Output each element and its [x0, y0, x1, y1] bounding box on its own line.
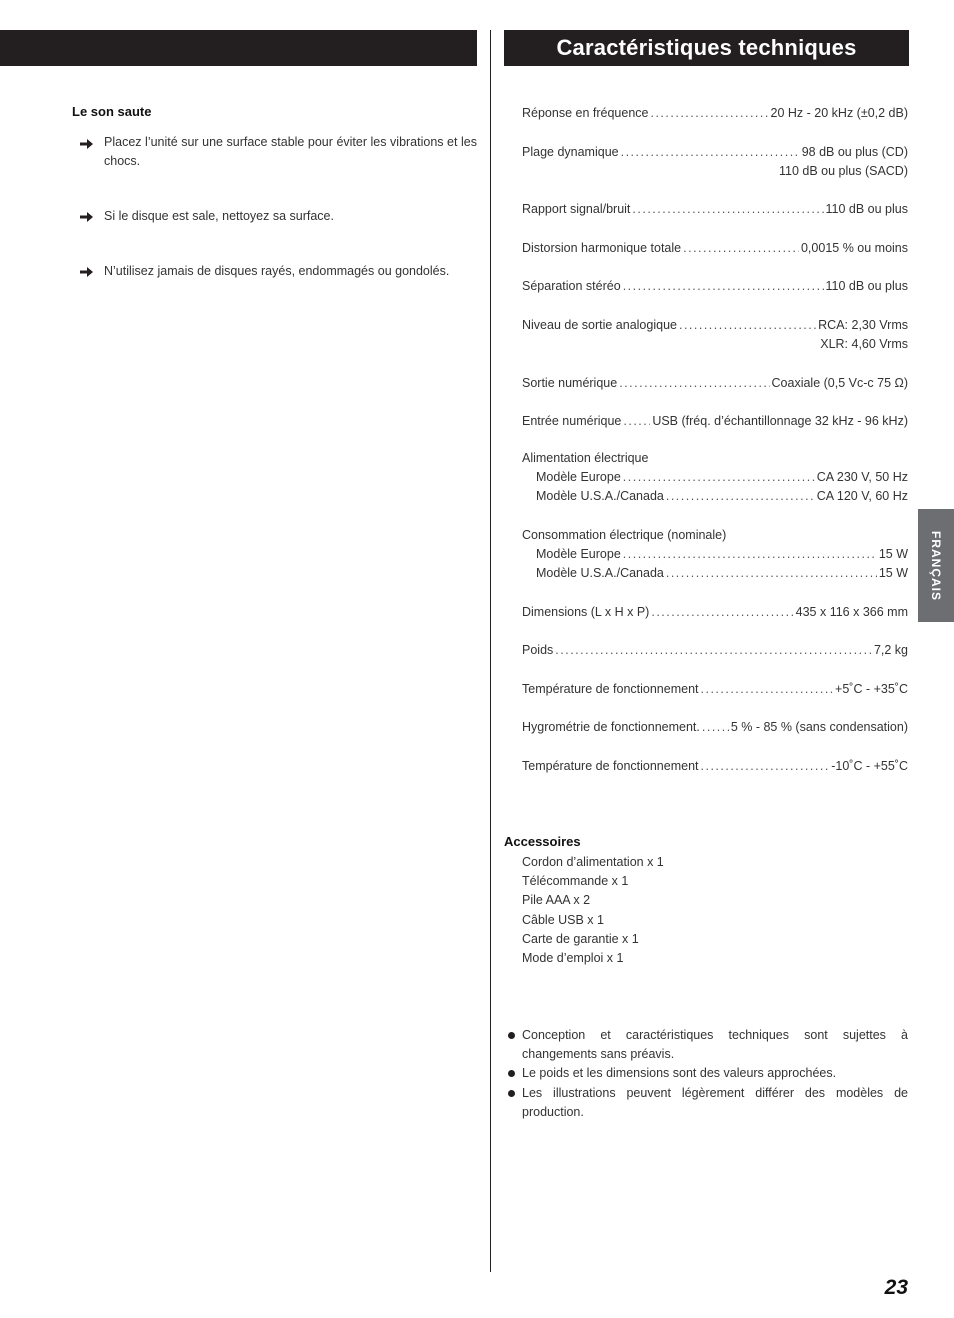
- spec-label: Modèle U.S.A./Canada: [536, 566, 664, 580]
- accessory-item: Télécommande x 1: [522, 874, 629, 889]
- note-item: Les illustrations peuvent légèrement différer des modèles de production.: [522, 1086, 908, 1119]
- spec-value: CA 230 V, 50 Hz: [816, 470, 908, 484]
- spec-label: Modèle U.S.A./Canada: [536, 489, 664, 503]
- spec-power-heading: Alimentation électrique: [522, 451, 649, 465]
- spec-value: RCA: 2,30 Vrms: [818, 318, 908, 332]
- arrow-right-icon: [80, 138, 94, 150]
- troubleshooting-item: Si le disque est sale, nettoyez sa surface.: [104, 209, 334, 223]
- spec-consumption-europe: [536, 545, 908, 564]
- spec-value: -10˚C - +55˚C: [831, 759, 908, 773]
- bullet-dot-icon: [508, 1070, 515, 1077]
- note-item: Le poids et les dimensions sont des valeurs approchées.: [522, 1066, 837, 1080]
- leader-dots: [623, 468, 815, 487]
- leader-dots: [701, 757, 830, 776]
- spec-value: USB (fréq. d’échantillonnage 32 kHz - 96 kHz): [652, 414, 908, 428]
- spec-value: +5˚C - +35˚C: [835, 682, 908, 696]
- spec-digital-input: [522, 412, 908, 431]
- language-tab-label: FRANÇAIS: [929, 530, 943, 601]
- bullet-dot-icon: [508, 1090, 515, 1097]
- spec-consumption-usa: [536, 564, 908, 583]
- spec-value: 110 dB ou plus: [825, 279, 908, 293]
- accessories-list: [522, 853, 664, 968]
- spec-label: Sortie numérique: [522, 376, 618, 390]
- spec-label: Température de fonctionnement: [522, 759, 699, 773]
- spec-label: Poids: [522, 643, 554, 657]
- spec-value: 15 W: [878, 566, 908, 580]
- leader-dots: [679, 316, 816, 335]
- leader-dots: [650, 104, 768, 123]
- leader-dots: [702, 718, 729, 737]
- spec-weight: [522, 641, 908, 660]
- accessory-item: Cordon d’alimentation x 1: [522, 855, 664, 869]
- spec-value: CA 120 V, 60 Hz: [816, 489, 908, 503]
- spec-value: 435 x 116 x 366 mm: [795, 605, 908, 619]
- leader-dots: [619, 374, 769, 393]
- accessory-item: Carte de garantie x 1: [522, 931, 639, 946]
- left-header-bar: [0, 30, 477, 66]
- page-number: 23: [884, 1276, 908, 1299]
- page-title: Caractéristiques techniques: [556, 35, 857, 60]
- accessories-heading: Accessoires: [504, 834, 581, 849]
- spec-label: Rapport signal/bruit: [522, 202, 631, 216]
- bullet-dot-icon: [508, 1032, 515, 1039]
- note-item: Conception et caractéristiques techniques sont sujettes à changements sans préavis.: [522, 1028, 908, 1061]
- spec-label: Modèle Europe: [536, 547, 621, 561]
- troubleshooting-heading: Le son saute: [72, 104, 152, 119]
- spec-thd: [522, 239, 908, 258]
- spec-value: 15 W: [878, 547, 908, 561]
- leader-dots: [623, 277, 824, 296]
- spec-label: Hygrométrie de fonctionnement.: [522, 720, 700, 734]
- spec-value: 0,0015 % ou moins: [800, 241, 908, 255]
- spec-label: Dimensions (L x H x P): [522, 605, 650, 619]
- spec-digital-output: [522, 374, 908, 393]
- spec-value: 20 Hz - 20 kHz (±0,2 dB): [770, 106, 908, 120]
- spec-operating-temperature-2: [522, 757, 908, 776]
- spec-value: 7,2 kg: [873, 643, 908, 657]
- accessory-item: Câble USB x 1: [522, 912, 604, 927]
- troubleshooting-item: Placez l’unité sur une surface stable pour éviter les vibrations et les chocs.: [104, 135, 477, 168]
- spec-label: Niveau de sortie analogique: [522, 318, 677, 332]
- accessory-item: Pile AAA x 2: [522, 893, 591, 908]
- spec-power-europe: [536, 468, 908, 487]
- leader-dots: [632, 200, 823, 219]
- spec-dynamic-range: [522, 143, 908, 162]
- spec-label: Distorsion harmonique totale: [522, 241, 682, 255]
- spec-consumption-heading: Consommation électrique (nominale): [522, 528, 727, 542]
- leader-dots: [701, 680, 834, 699]
- spec-value: 110 dB ou plus: [825, 202, 908, 216]
- leader-dots: [651, 603, 793, 622]
- leader-dots: [555, 641, 872, 660]
- spec-dimensions: [522, 603, 908, 622]
- leader-dots: [623, 412, 650, 431]
- arrow-right-icon: [80, 211, 94, 223]
- accessory-item: Mode d’emploi x 1: [522, 951, 624, 966]
- spec-power-usa: [536, 487, 908, 506]
- column-divider: [490, 30, 491, 1272]
- spec-label: Plage dynamique: [522, 145, 619, 159]
- spec-stereo-separation: [522, 277, 908, 296]
- language-side-tab: [918, 509, 954, 622]
- spec-analog-output: [522, 316, 908, 335]
- troubleshooting-item: N’utilisez jamais de disques rayés, endommagés ou gondolés.: [104, 264, 450, 278]
- arrow-right-icon: [80, 266, 94, 278]
- spec-value-extra: XLR: 4,60 Vrms: [820, 337, 908, 351]
- spec-label: Modèle Europe: [536, 470, 621, 484]
- spec-value: Coaxiale (0,5 Vc-c 75 Ω): [771, 376, 908, 390]
- spec-operating-humidity: [522, 718, 908, 737]
- spec-label: Séparation stéréo: [522, 279, 621, 293]
- leader-dots: [666, 564, 877, 583]
- spec-label: Entrée numérique: [522, 414, 622, 428]
- leader-dots: [683, 239, 799, 258]
- spec-value: 5 % - 85 % (sans condensation): [730, 720, 908, 734]
- spec-frequency-response: [522, 104, 908, 123]
- spec-value: 98 dB ou plus (CD): [801, 145, 908, 159]
- spec-operating-temperature: [522, 680, 908, 699]
- spec-label: Température de fonctionnement: [522, 682, 699, 696]
- leader-dots: [621, 143, 800, 162]
- leader-dots: [666, 487, 815, 506]
- leader-dots: [623, 545, 877, 564]
- spec-value-extra: 110 dB ou plus (SACD): [779, 164, 908, 178]
- spec-label: Réponse en fréquence: [522, 106, 649, 120]
- spec-snr: [522, 200, 908, 219]
